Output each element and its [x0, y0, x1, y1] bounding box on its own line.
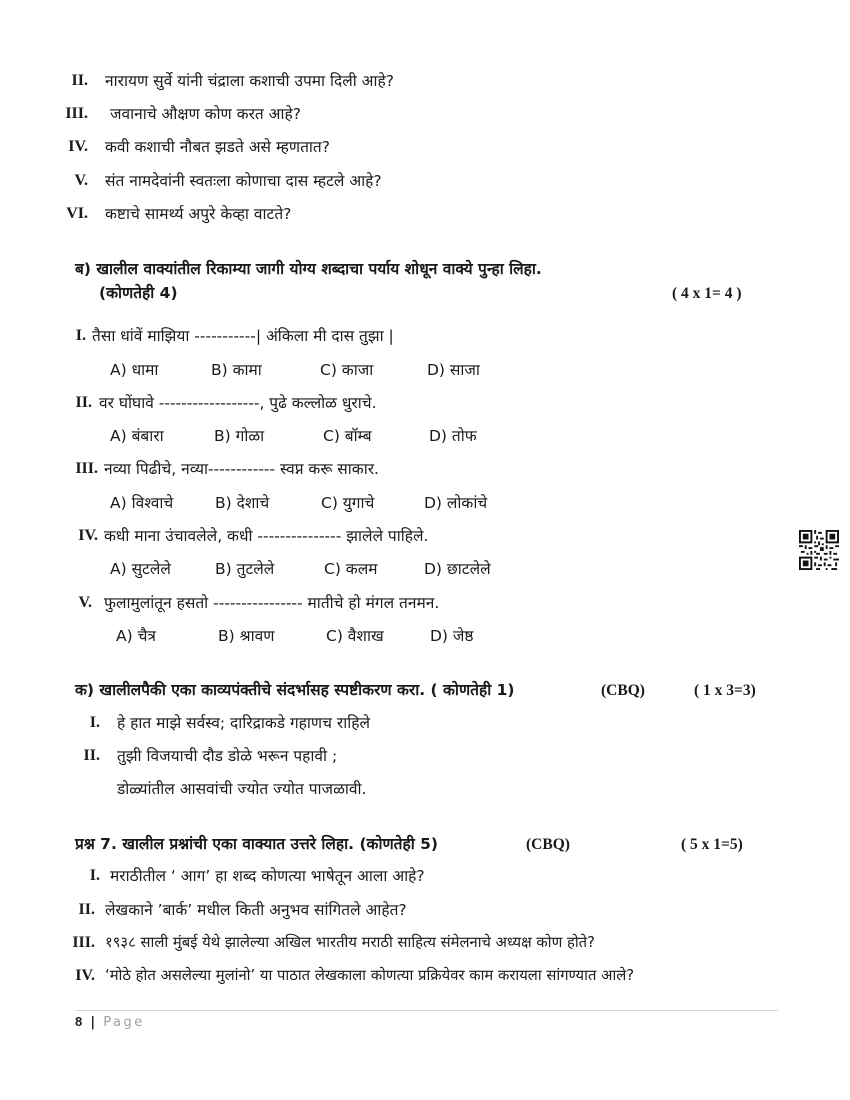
verse-line: तुझी विजयाची दौड डोळे भरून पहावी ; [117, 747, 338, 765]
question-text: नारायण सुर्वे यांनी चंद्राला कशाची उपमा दिली आहे? [105, 72, 394, 90]
question-text: कधी माना उंचावलेले, कधी --------------- झालेले पाहिले. [104, 527, 429, 545]
question-text: मराठीतील ‘ आग’ हा शब्द कोणत्या भाषेतून आला आहे? [110, 867, 425, 885]
section-subheading: (कोणतेही 4) [99, 284, 178, 302]
question-number: I. [89, 714, 100, 731]
question-text: फुलामुलांतून हसतो ---------------- मातीचे हो मंगल तनमन. [104, 594, 440, 612]
option-d: D) साजा [427, 361, 480, 379]
question-text: ‘मोठे होत असलेल्या मुलांनो’ या पाठात लेखकाला कोणत्या प्रक्रियेवर काम करायला सांगण्यात आले? [105, 967, 635, 984]
footer-divider [75, 1010, 778, 1011]
option-c: C) कलम [324, 560, 378, 578]
question-number: II. [83, 747, 100, 764]
page-footer [75, 1014, 145, 1031]
verse-line: हे हात माझे सर्वस्व; दारिद्राकडे गहाणच राहिले [117, 714, 371, 732]
question-text: नव्या पिढीचे, नव्या------------ स्वप्न करू साकार. [104, 460, 379, 478]
marks-label: ( 4 x 1= 4 ) [672, 285, 742, 302]
page-number: 8 [75, 1014, 83, 1029]
question-number: VI. [66, 205, 88, 222]
question-number: V. [78, 594, 92, 611]
question-number: V. [74, 172, 88, 189]
question-text: कष्टाचे सामर्थ्य अपुरे केव्हा वाटते? [105, 205, 292, 223]
question-number: I. [75, 327, 86, 344]
question-text: जवानाचे औक्षण कोण करत आहे? [110, 105, 301, 123]
section-heading: प्रश्न 7. खालील प्रश्नांची एका वाक्यात उत्तरे लिहा. (कोणतेही 5) [75, 835, 439, 853]
option-c: C) वैशाख [326, 627, 384, 645]
question-number: IV. [78, 527, 98, 544]
option-a: A) सुटलेले [110, 560, 171, 578]
question-number: II. [78, 901, 95, 918]
question-number: III. [72, 934, 95, 951]
option-c: C) युगाचे [321, 494, 375, 512]
question-number: II. [75, 394, 92, 411]
qr-code-icon [799, 530, 839, 570]
question-text: कवी कशाची नौबत झडते असे म्हणतात? [105, 138, 330, 156]
option-a: A) बंबारा [110, 427, 164, 445]
question-text: तैसा धांवें माझिया -----------| अंकिला मी दास तुझा | [92, 327, 394, 345]
option-a: A) विश्वाचे [110, 494, 174, 512]
question-number: III. [65, 105, 88, 122]
option-c: C) बॉम्ब [323, 427, 372, 445]
question-number: I. [89, 867, 100, 884]
question-text: वर घोंघावे ------------------, पुढे कल्लोळ धुराचे. [99, 394, 377, 412]
question-number: III. [75, 460, 98, 477]
footer-separator: | [90, 1015, 96, 1030]
question-number: IV. [68, 138, 88, 155]
section-heading: क) खालीलपैकी एका काव्यपंक्तीचे संदर्भासह स्पष्टीकरण करा. ( कोणतेही 1) [75, 681, 515, 699]
marks-label: ( 5 x 1=5) [681, 836, 743, 853]
option-b: B) कामा [211, 361, 262, 379]
option-b: B) श्रावण [218, 627, 275, 645]
question-text: १९३८ साली मुंबई येथे झालेल्या अखिल भारतीय मराठी साहित्य संमेलनाचे अध्यक्ष कोण होते? [105, 934, 595, 951]
option-d: D) छाटलेले [424, 560, 491, 578]
option-c: C) काजा [320, 361, 374, 379]
question-number: IV. [75, 967, 95, 984]
option-b: B) तुटलेले [215, 560, 275, 578]
option-d: D) तोफ [429, 427, 477, 445]
cbq-tag: (CBQ) [526, 836, 570, 853]
option-b: B) गोळा [214, 427, 265, 445]
option-d: D) लोकांचे [424, 494, 488, 512]
verse-line-continued: डोळ्यांतील आसवांची ज्योत ज्योत पाजळावी. [117, 780, 367, 798]
question-number: II. [71, 72, 88, 89]
option-a: A) चैत्र [116, 627, 156, 645]
cbq-tag: (CBQ) [601, 682, 645, 699]
page-label: Page [103, 1015, 145, 1030]
question-text: लेखकाने ’बार्क’ मधील किती अनुभव सांगितले आहेत? [105, 901, 407, 919]
marks-label: ( 1 x 3=3) [694, 682, 756, 699]
section-heading: ब) खालील वाक्यांतील रिकाम्या जागी योग्य शब्दाचा पर्याय शोधून वाक्ये पुन्हा लिहा. [75, 260, 542, 278]
option-d: D) जेष्ठ [430, 627, 474, 645]
question-text: संत नामदेवांनी स्वतःला कोणाचा दास म्हटले आहे? [105, 172, 382, 190]
option-a: A) धामा [110, 361, 159, 379]
option-b: B) देशाचे [215, 494, 270, 512]
